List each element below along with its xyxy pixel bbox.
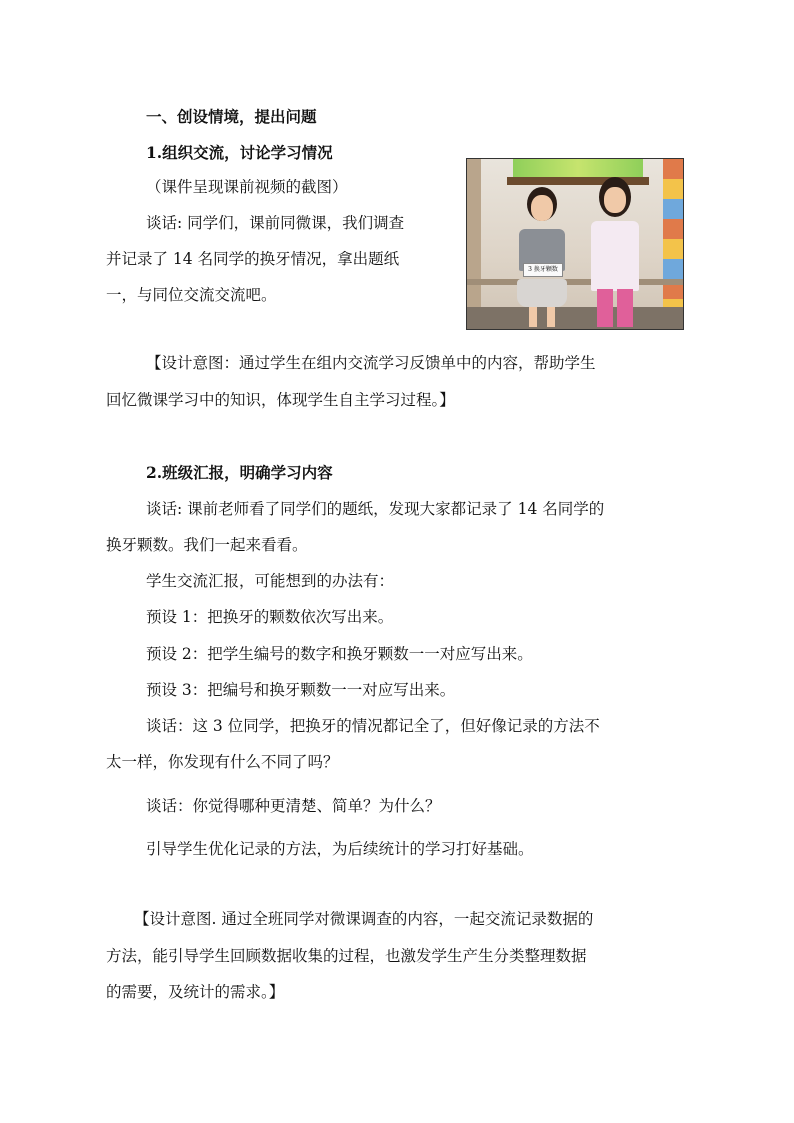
heading-create-situation: 一、创设情境，提出问题 xyxy=(146,107,317,126)
section1-para-line-1: 谈话: 同学们，课前同微课，我们调查 xyxy=(146,214,405,232)
section2-line-4: 预设 1：把换牙的颗数依次写出来。 xyxy=(146,608,394,626)
paper-sign: 3 换牙颗数 xyxy=(523,263,563,277)
section2-line-1: 谈话: 课前老师看了同学们的题纸，发现大家都记录了 14 名同学的 xyxy=(146,500,605,518)
section1-para-line-3: 一，与同位交流交流吧。 xyxy=(106,286,277,304)
section1-title: 1.组织交流，讨论学习情况 xyxy=(146,143,333,162)
students-photo xyxy=(466,158,684,330)
section1-note: （课件呈现课前视频的截图） xyxy=(146,178,348,196)
design-intent-1-line-2: 回忆微课学习中的知识，体现学生自主学习过程。】 xyxy=(106,391,455,409)
student-right xyxy=(585,177,645,327)
design-intent-2-line-1: 【设计意图. 通过全班同学对微课调查的内容，一起交流记录数据的 xyxy=(134,910,594,928)
section2-line-3: 学生交流汇报，可能想到的办法有： xyxy=(146,572,395,590)
student-left xyxy=(513,187,573,327)
section1-para-line-2: 并记录了 14 名同学的换牙情况，拿出题纸 xyxy=(106,250,400,268)
design-intent-1-line-1: 【设计意图：通过学生在组内交流学习反馈单中的内容，帮助学生 xyxy=(146,354,596,372)
section2-line-8: 太一样，你发现有什么不同了吗？ xyxy=(106,753,339,771)
section2-line-7: 谈话：这 3 位同学，把换牙的情况都记全了，但好像记录的方法不 xyxy=(146,717,600,735)
design-intent-2-line-3: 的需要，及统计的需求。】 xyxy=(106,983,285,1001)
section2-line-9: 谈话：你觉得哪种更清楚、简单？为什么？ xyxy=(146,797,441,815)
section2-line-10: 引导学生优化记录的方法，为后续统计的学习打好基础。 xyxy=(146,840,534,858)
section2-title: 2.班级汇报，明确学习内容 xyxy=(146,463,333,482)
section2-line-5: 预设 2：把学生编号的数字和换牙颗数一一对应写出来。 xyxy=(146,645,533,663)
section2-line-2: 换牙颗数。我们一起来看看。 xyxy=(106,536,308,554)
section2-line-6: 预设 3：把编号和换牙颗数一一对应写出来。 xyxy=(146,681,456,699)
design-intent-2-line-2: 方法，能引导学生回顾数据收集的过程，也激发学生产生分类整理数据 xyxy=(106,947,587,965)
